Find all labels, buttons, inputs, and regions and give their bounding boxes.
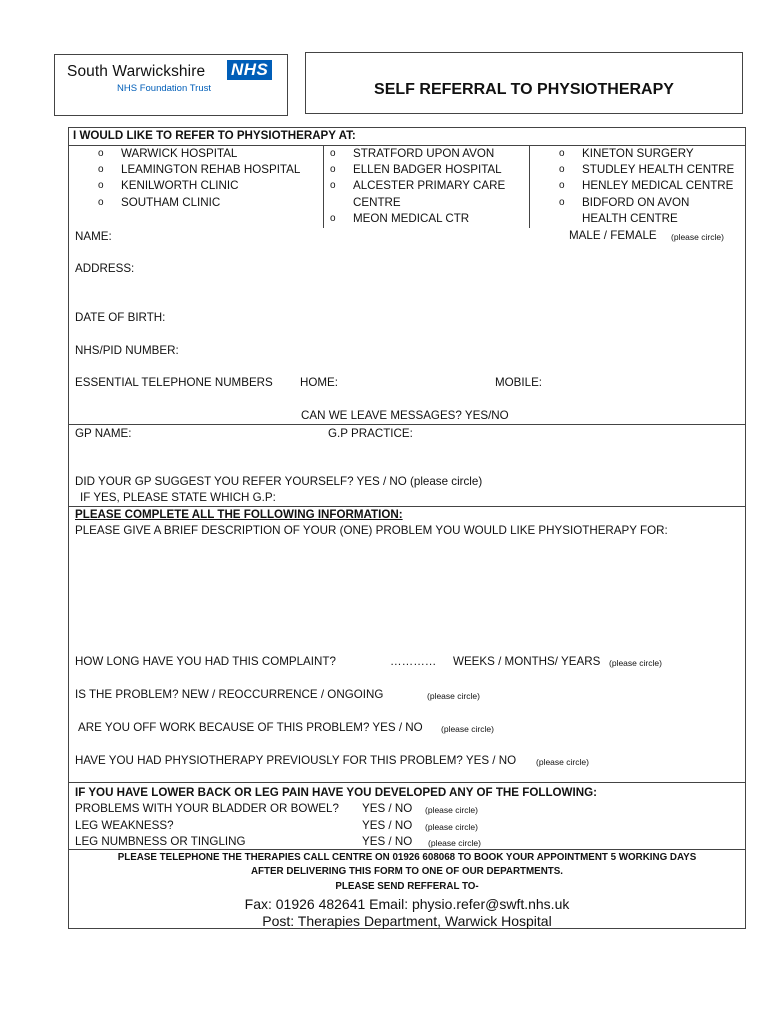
checkbox-bullet[interactable]: o — [559, 148, 565, 159]
leg-weakness-question: LEG WEAKNESS? — [75, 819, 174, 832]
duration-field[interactable]: ………… — [390, 655, 437, 668]
home-phone-label[interactable]: HOME: — [300, 376, 339, 389]
name-label[interactable]: NAME: — [75, 230, 112, 243]
checkbox-bullet[interactable]: o — [559, 197, 565, 208]
contact-fax-email: Fax: 01926 482641 Email: physio.refer@swft.nhs.uk — [244, 896, 570, 912]
how-long-question: HOW LONG HAVE YOU HAD THIS COMPLAINT? — [75, 655, 336, 668]
nhs-badge: NHS — [227, 60, 272, 80]
location-option: LEAMINGTON REHAB HOSPITAL — [121, 163, 301, 176]
footer-instructions: AFTER DELIVERING THIS FORM TO ONE OF OUR DEPARTMENTS. — [250, 866, 564, 877]
divider — [68, 849, 746, 850]
checkbox-bullet[interactable]: o — [330, 180, 336, 191]
address-label[interactable]: ADDRESS: — [75, 262, 135, 275]
complete-info-heading: PLEASE COMPLETE ALL THE FOLLOWING INFORMATION: — [75, 508, 403, 521]
gender-options[interactable]: MALE / FEMALE — [569, 229, 657, 242]
location-option: WARWICK HOSPITAL — [121, 147, 238, 160]
checkbox-bullet[interactable]: o — [98, 148, 104, 159]
please-circle-note: (please circle) — [609, 658, 662, 668]
please-circle-note: (please circle) — [536, 757, 589, 767]
location-option: ELLEN BADGER HOSPITAL — [353, 163, 502, 176]
footer-send-to: PLEASE SEND REFFERAL TO- — [335, 881, 479, 892]
location-option: ALCESTER PRIMARY CARE — [353, 179, 506, 192]
back-pain-heading: IF YOU HAVE LOWER BACK OR LEG PAIN HAVE YOU DEVELOPED ANY OF THE FOLLOWING: — [75, 786, 597, 799]
problem-type-question[interactable]: IS THE PROBLEM? NEW / REOCCURRENCE / ONGOING — [75, 688, 384, 701]
location-option: STRATFORD UPON AVON — [353, 147, 495, 160]
checkbox-bullet[interactable]: o — [330, 213, 336, 224]
logo-trust-name: NHS Foundation Trust — [117, 83, 211, 94]
footer-instructions: PLEASE TELEPHONE THE THERAPIES CALL CENTRE ON 01926 608068 TO BOOK YOUR APPOINTMENT 5 WORKING DAYS — [117, 852, 697, 863]
dob-label[interactable]: DATE OF BIRTH: — [75, 311, 166, 324]
off-work-question[interactable]: ARE YOU OFF WORK BECAUSE OF THIS PROBLEM? YES / NO — [78, 721, 423, 734]
column-divider — [323, 145, 324, 228]
divider — [68, 506, 746, 507]
checkbox-bullet[interactable]: o — [98, 164, 104, 175]
divider — [68, 782, 746, 783]
location-option: SOUTHAM CLINIC — [121, 196, 221, 209]
checkbox-bullet[interactable]: o — [98, 180, 104, 191]
gp-suggest-question[interactable]: DID YOUR GP SUGGEST YOU REFER YOURSELF? YES / NO (please circle) — [75, 475, 483, 488]
problem-description-label[interactable]: PLEASE GIVE A BRIEF DESCRIPTION OF YOUR (ONE) PROBLEM YOU WOULD LIKE PHYSIOTHERAPY FOR: — [75, 524, 668, 537]
yes-no-answer[interactable]: YES / NO — [362, 802, 413, 815]
location-option: STUDLEY HEALTH CENTRE — [582, 163, 735, 176]
location-option: KENILWORTH CLINIC — [121, 179, 239, 192]
phone-label: ESSENTIAL TELEPHONE NUMBERS — [75, 376, 273, 389]
please-circle-note: (please circle) — [428, 838, 481, 848]
form-title: SELF REFERRAL TO PHYSIOTHERAPY — [374, 81, 674, 98]
location-option: BIDFORD ON AVON — [582, 196, 690, 209]
divider — [68, 424, 746, 425]
leave-messages-question[interactable]: CAN WE LEAVE MESSAGES? YES/NO — [301, 409, 509, 422]
please-circle-note: (please circle) — [427, 691, 480, 701]
location-option: MEON MEDICAL CTR — [353, 212, 470, 225]
column-divider — [529, 145, 530, 228]
location-option: HENLEY MEDICAL CENTRE — [582, 179, 734, 192]
title-box — [305, 52, 743, 114]
please-circle-note: (please circle) — [425, 822, 478, 832]
please-circle-note: (please circle) — [441, 724, 494, 734]
location-option: KINETON SURGERY — [582, 147, 694, 160]
checkbox-bullet[interactable]: o — [330, 164, 336, 175]
divider — [68, 145, 746, 146]
yes-no-answer[interactable]: YES / NO — [362, 819, 413, 832]
mobile-phone-label[interactable]: MOBILE: — [495, 376, 543, 389]
bladder-bowel-question: PROBLEMS WITH YOUR BLADDER OR BOWEL? — [75, 802, 339, 815]
checkbox-bullet[interactable]: o — [98, 197, 104, 208]
which-gp-label[interactable]: IF YES, PLEASE STATE WHICH G.P: — [80, 491, 276, 504]
location-option-continued: CENTRE — [353, 196, 401, 209]
trust-logo — [54, 54, 288, 116]
gp-name-label[interactable]: GP NAME: — [75, 427, 132, 440]
leg-numbness-question: LEG NUMBNESS OR TINGLING — [75, 835, 246, 848]
logo-org-name: South Warwickshire — [67, 63, 206, 80]
checkbox-bullet[interactable]: o — [559, 164, 565, 175]
location-option-continued: HEALTH CENTRE — [582, 212, 678, 225]
previous-physio-question[interactable]: HAVE YOU HAD PHYSIOTHERAPY PREVIOUSLY FOR THIS PROBLEM? YES / NO — [75, 754, 517, 767]
checkbox-bullet[interactable]: o — [330, 148, 336, 159]
contact-post: Post: Therapies Department, Warwick Hospital — [262, 913, 552, 929]
gp-practice-label[interactable]: G.P PRACTICE: — [328, 427, 413, 440]
duration-units[interactable]: WEEKS / MONTHS/ YEARS — [453, 655, 601, 668]
please-circle-note: (please circle) — [671, 232, 724, 242]
checkbox-bullet[interactable]: o — [559, 180, 565, 191]
nhs-pid-label[interactable]: NHS/PID NUMBER: — [75, 344, 179, 357]
yes-no-answer[interactable]: YES / NO — [362, 835, 413, 848]
locations-heading: I WOULD LIKE TO REFER TO PHYSIOTHERAPY AT: — [73, 129, 356, 142]
please-circle-note: (please circle) — [425, 805, 478, 815]
